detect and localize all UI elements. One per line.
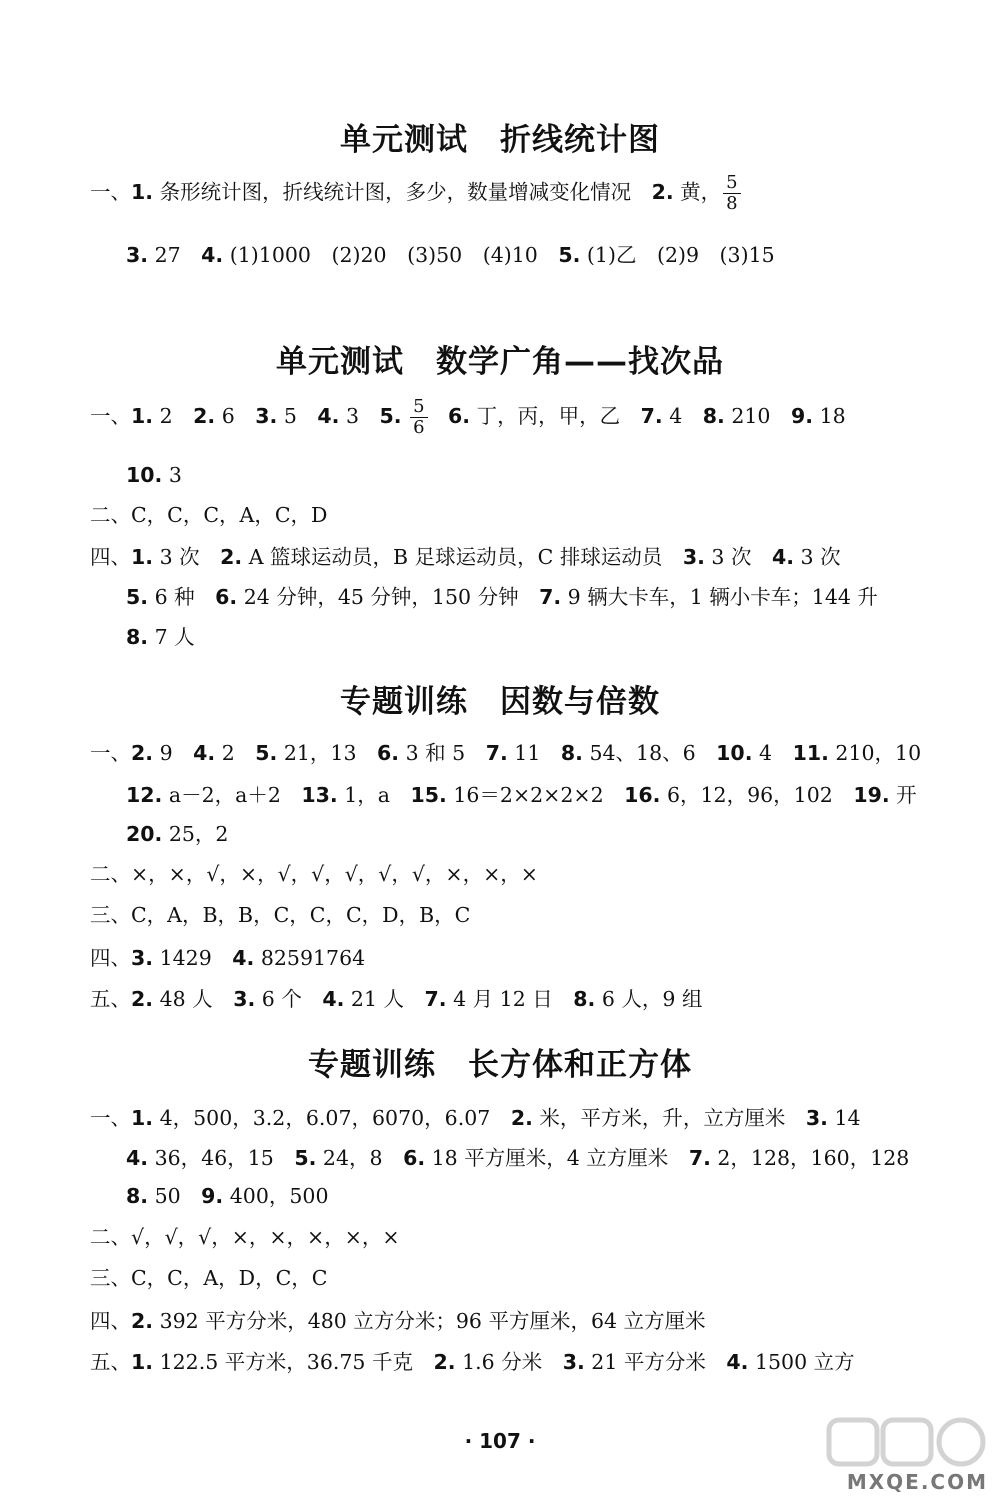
answer-text: 25，2 xyxy=(162,822,229,846)
answer-text: 7 人 xyxy=(148,625,195,649)
answer-text: C，A，B，B，C，C，C，D，B，C xyxy=(131,903,471,927)
answer-text: 48 人 xyxy=(153,987,234,1011)
answer-text: 27 xyxy=(148,243,202,267)
answer-text: 6 人，9 组 xyxy=(595,987,703,1011)
answer-line xyxy=(90,1268,327,1289)
question-type-label: 四、 xyxy=(90,545,131,569)
item-number: 8. xyxy=(573,987,596,1011)
item-number: 3. xyxy=(805,1106,828,1130)
item-number: 6. xyxy=(377,741,400,765)
item-number: 1. xyxy=(131,1106,154,1130)
item-number: 4. xyxy=(232,946,255,970)
answer-line xyxy=(90,989,702,1010)
item-number: 2. xyxy=(651,180,674,204)
answer-text: a－2，a＋2 xyxy=(162,783,302,807)
item-number: 4. xyxy=(201,243,224,267)
question-type-label: 三、 xyxy=(90,903,131,927)
item-number: 7. xyxy=(424,987,447,1011)
item-number: 1. xyxy=(131,180,154,204)
item-number: 12. xyxy=(126,783,163,807)
answer-text: 5 xyxy=(277,404,318,428)
answer-line xyxy=(90,398,846,437)
item-number: 2. xyxy=(131,987,154,1011)
item-number: 8. xyxy=(702,404,725,428)
answer-text: 16＝2×2×2×2 xyxy=(446,783,625,807)
answer-text: 2 xyxy=(153,404,194,428)
item-number: 5. xyxy=(294,1146,317,1170)
question-type-label: 四、 xyxy=(90,1309,131,1333)
answer-line xyxy=(90,1352,855,1373)
answer-line xyxy=(90,174,741,213)
answer-text: (1)1000 (2)20 (3)50 (4)10 xyxy=(223,243,559,267)
item-number: 7. xyxy=(539,585,562,609)
fraction-numerator: 5 xyxy=(723,174,740,194)
item-number: 7. xyxy=(640,404,663,428)
item-number: 9. xyxy=(201,1184,224,1208)
fraction-denominator: 6 xyxy=(413,417,425,438)
answer-line xyxy=(90,1227,400,1248)
answer-text: 3 和 5 xyxy=(399,741,486,765)
answer-text: 6 xyxy=(215,404,256,428)
item-number: 3. xyxy=(131,946,154,970)
item-number: 5. xyxy=(255,741,278,765)
answer-text: 开 xyxy=(889,783,917,807)
answer-text: 6 个 xyxy=(255,987,323,1011)
answer-text: 1.6 分米 xyxy=(455,1350,563,1374)
item-number: 3. xyxy=(562,1350,585,1374)
question-type-label: 五、 xyxy=(90,1350,131,1374)
answer-text: A 篮球运动员，B 足球运动员，C 排球运动员 xyxy=(242,545,683,569)
page-number: · 107 · xyxy=(464,1429,536,1453)
answer-line xyxy=(126,245,775,266)
answer-text: 21 人 xyxy=(344,987,425,1011)
item-number: 9. xyxy=(790,404,814,428)
answer-text: 米，平方米，升，立方厘米 xyxy=(532,1106,806,1130)
question-type-label: 二、 xyxy=(90,862,131,886)
item-number: 6. xyxy=(403,1146,426,1170)
answer-text: C，C，C，A，C，D xyxy=(131,503,328,527)
item-number: 7. xyxy=(688,1146,711,1170)
answer-text: 3 xyxy=(339,404,380,428)
answer-text: 1，a xyxy=(337,783,411,807)
fraction xyxy=(410,398,427,437)
answer-line xyxy=(126,824,228,845)
item-number: 20. xyxy=(126,822,163,846)
item-number: 3. xyxy=(682,545,705,569)
answer-line xyxy=(126,465,182,486)
question-type-label: 一、 xyxy=(90,1106,131,1130)
section-title: 专题训练 因数与倍数 xyxy=(340,684,660,720)
answer-text: 1500 立方 xyxy=(748,1350,855,1374)
fraction-denominator: 8 xyxy=(726,193,738,214)
watermark-text: MXQE.COM xyxy=(846,1470,988,1494)
item-number: 4. xyxy=(726,1350,749,1374)
answer-text: 21，13 xyxy=(277,741,377,765)
item-number: 6. xyxy=(448,404,471,428)
answer-text: 11 xyxy=(507,741,561,765)
fraction-numerator: 5 xyxy=(410,398,427,418)
answer-text xyxy=(402,404,409,428)
item-number: 3. xyxy=(255,404,278,428)
answer-text: 24 分钟，45 分钟，150 分钟 xyxy=(237,585,540,609)
answer-line xyxy=(126,785,917,806)
answer-text: 210，10 xyxy=(828,741,922,765)
item-number: 5. xyxy=(379,404,402,428)
question-type-label: 四、 xyxy=(90,946,131,970)
answer-text: ×，×，√，×，√，√，√，√，√，×，×，× xyxy=(131,862,538,886)
answer-text xyxy=(428,404,449,428)
question-type-label: 一、 xyxy=(90,404,131,428)
item-number: 5. xyxy=(558,243,581,267)
answer-text: 210 xyxy=(724,404,791,428)
answer-text: 3 次 xyxy=(153,545,221,569)
answer-text: 6 种 xyxy=(148,585,216,609)
answer-text: 54、18、6 xyxy=(582,741,717,765)
answer-text: 4 月 12 日 xyxy=(446,987,574,1011)
answer-line xyxy=(126,627,195,648)
item-number: 2. xyxy=(220,545,243,569)
item-number: 8. xyxy=(560,741,583,765)
answer-text: 黄， xyxy=(673,180,722,204)
item-number: 11. xyxy=(792,741,829,765)
item-number: 10. xyxy=(716,741,753,765)
answer-text: 2，128，160，128 xyxy=(710,1146,910,1170)
item-number: 2. xyxy=(433,1350,456,1374)
answer-text: 条形统计图，折线统计图，多少，数量增减变化情况 xyxy=(153,180,652,204)
item-number: 4. xyxy=(126,1146,149,1170)
answer-text: 3 次 xyxy=(794,545,841,569)
answer-line xyxy=(90,864,538,885)
answer-line xyxy=(126,587,878,608)
section-title: 单元测试 数学广角——找次品 xyxy=(276,344,724,380)
answer-text: 36，46，15 xyxy=(148,1146,295,1170)
answer-text: 122.5 平方米，36.75 千克 xyxy=(153,1350,434,1374)
item-number: 19. xyxy=(853,783,890,807)
answer-text: 21 平方分米 xyxy=(584,1350,727,1374)
item-number: 2. xyxy=(131,1309,154,1333)
answer-text: 2 xyxy=(215,741,256,765)
answer-text: (1)乙 (2)9 (3)15 xyxy=(580,243,775,267)
answer-text: 4，500，3.2，6.07，6070，6.07 xyxy=(153,1106,511,1130)
item-number: 8. xyxy=(126,1184,149,1208)
answer-text: 18 xyxy=(813,404,846,428)
item-number: 5. xyxy=(126,585,149,609)
item-number: 13. xyxy=(301,783,338,807)
item-number: 15. xyxy=(410,783,447,807)
item-number: 16. xyxy=(624,783,661,807)
item-number: 4. xyxy=(322,987,345,1011)
item-number: 4. xyxy=(193,741,216,765)
answer-line xyxy=(90,505,327,526)
fraction xyxy=(723,174,740,213)
answer-text: 丁，丙，甲，乙 xyxy=(470,404,641,428)
item-number: 6. xyxy=(215,585,238,609)
item-number: 1. xyxy=(131,545,154,569)
answer-text: 4 xyxy=(752,741,793,765)
answer-text: C，C，A，D，C，C xyxy=(131,1266,328,1290)
answer-text: 3 次 xyxy=(704,545,772,569)
question-type-label: 二、 xyxy=(90,503,131,527)
question-type-label: 一、 xyxy=(90,180,131,204)
section-title: 专题训练 长方体和正方体 xyxy=(308,1047,692,1083)
answer-text: √，√，√，×，×，×，×，× xyxy=(131,1225,400,1249)
answer-line xyxy=(90,1311,706,1332)
question-type-label: 五、 xyxy=(90,987,131,1011)
item-number: 8. xyxy=(126,625,149,649)
question-type-label: 三、 xyxy=(90,1266,131,1290)
item-number: 2. xyxy=(131,741,154,765)
answer-text: 1429 xyxy=(153,946,233,970)
question-type-label: 二、 xyxy=(90,1225,131,1249)
item-number: 2. xyxy=(193,404,216,428)
answer-text: 392 平方分米，480 立方分米；96 平方厘米，64 立方厘米 xyxy=(153,1309,706,1333)
item-number: 4. xyxy=(317,404,340,428)
answer-text: 4 xyxy=(662,404,703,428)
answer-line xyxy=(90,1108,861,1129)
answer-text: 3 xyxy=(162,463,182,487)
question-type-label: 一、 xyxy=(90,741,131,765)
answer-line xyxy=(126,1148,909,1169)
answer-text: 24，8 xyxy=(316,1146,404,1170)
answer-text: 6，12，96，102 xyxy=(660,783,854,807)
answer-text: 18 平方厘米，4 立方厘米 xyxy=(425,1146,689,1170)
item-number: 1. xyxy=(131,404,154,428)
answer-text: 9 xyxy=(153,741,194,765)
item-number: 3. xyxy=(126,243,149,267)
answer-line xyxy=(90,905,470,926)
item-number: 4. xyxy=(771,545,795,569)
answer-text: 400，500 xyxy=(223,1184,329,1208)
item-number: 3. xyxy=(233,987,256,1011)
item-number: 1. xyxy=(131,1350,154,1374)
answer-text: 14 xyxy=(827,1106,861,1130)
section-title: 单元测试 折线统计图 xyxy=(340,122,660,158)
answer-line xyxy=(90,547,841,568)
item-number: 10. xyxy=(126,463,163,487)
answer-text: 82591764 xyxy=(254,946,366,970)
answer-line xyxy=(90,743,921,764)
item-number: 7. xyxy=(485,741,508,765)
answer-text: 9 辆大卡车，1 辆小卡车；144 升 xyxy=(561,585,878,609)
answer-line xyxy=(126,1186,329,1207)
item-number: 2. xyxy=(510,1106,533,1130)
answer-text: 50 xyxy=(148,1184,202,1208)
answer-line xyxy=(90,948,365,969)
